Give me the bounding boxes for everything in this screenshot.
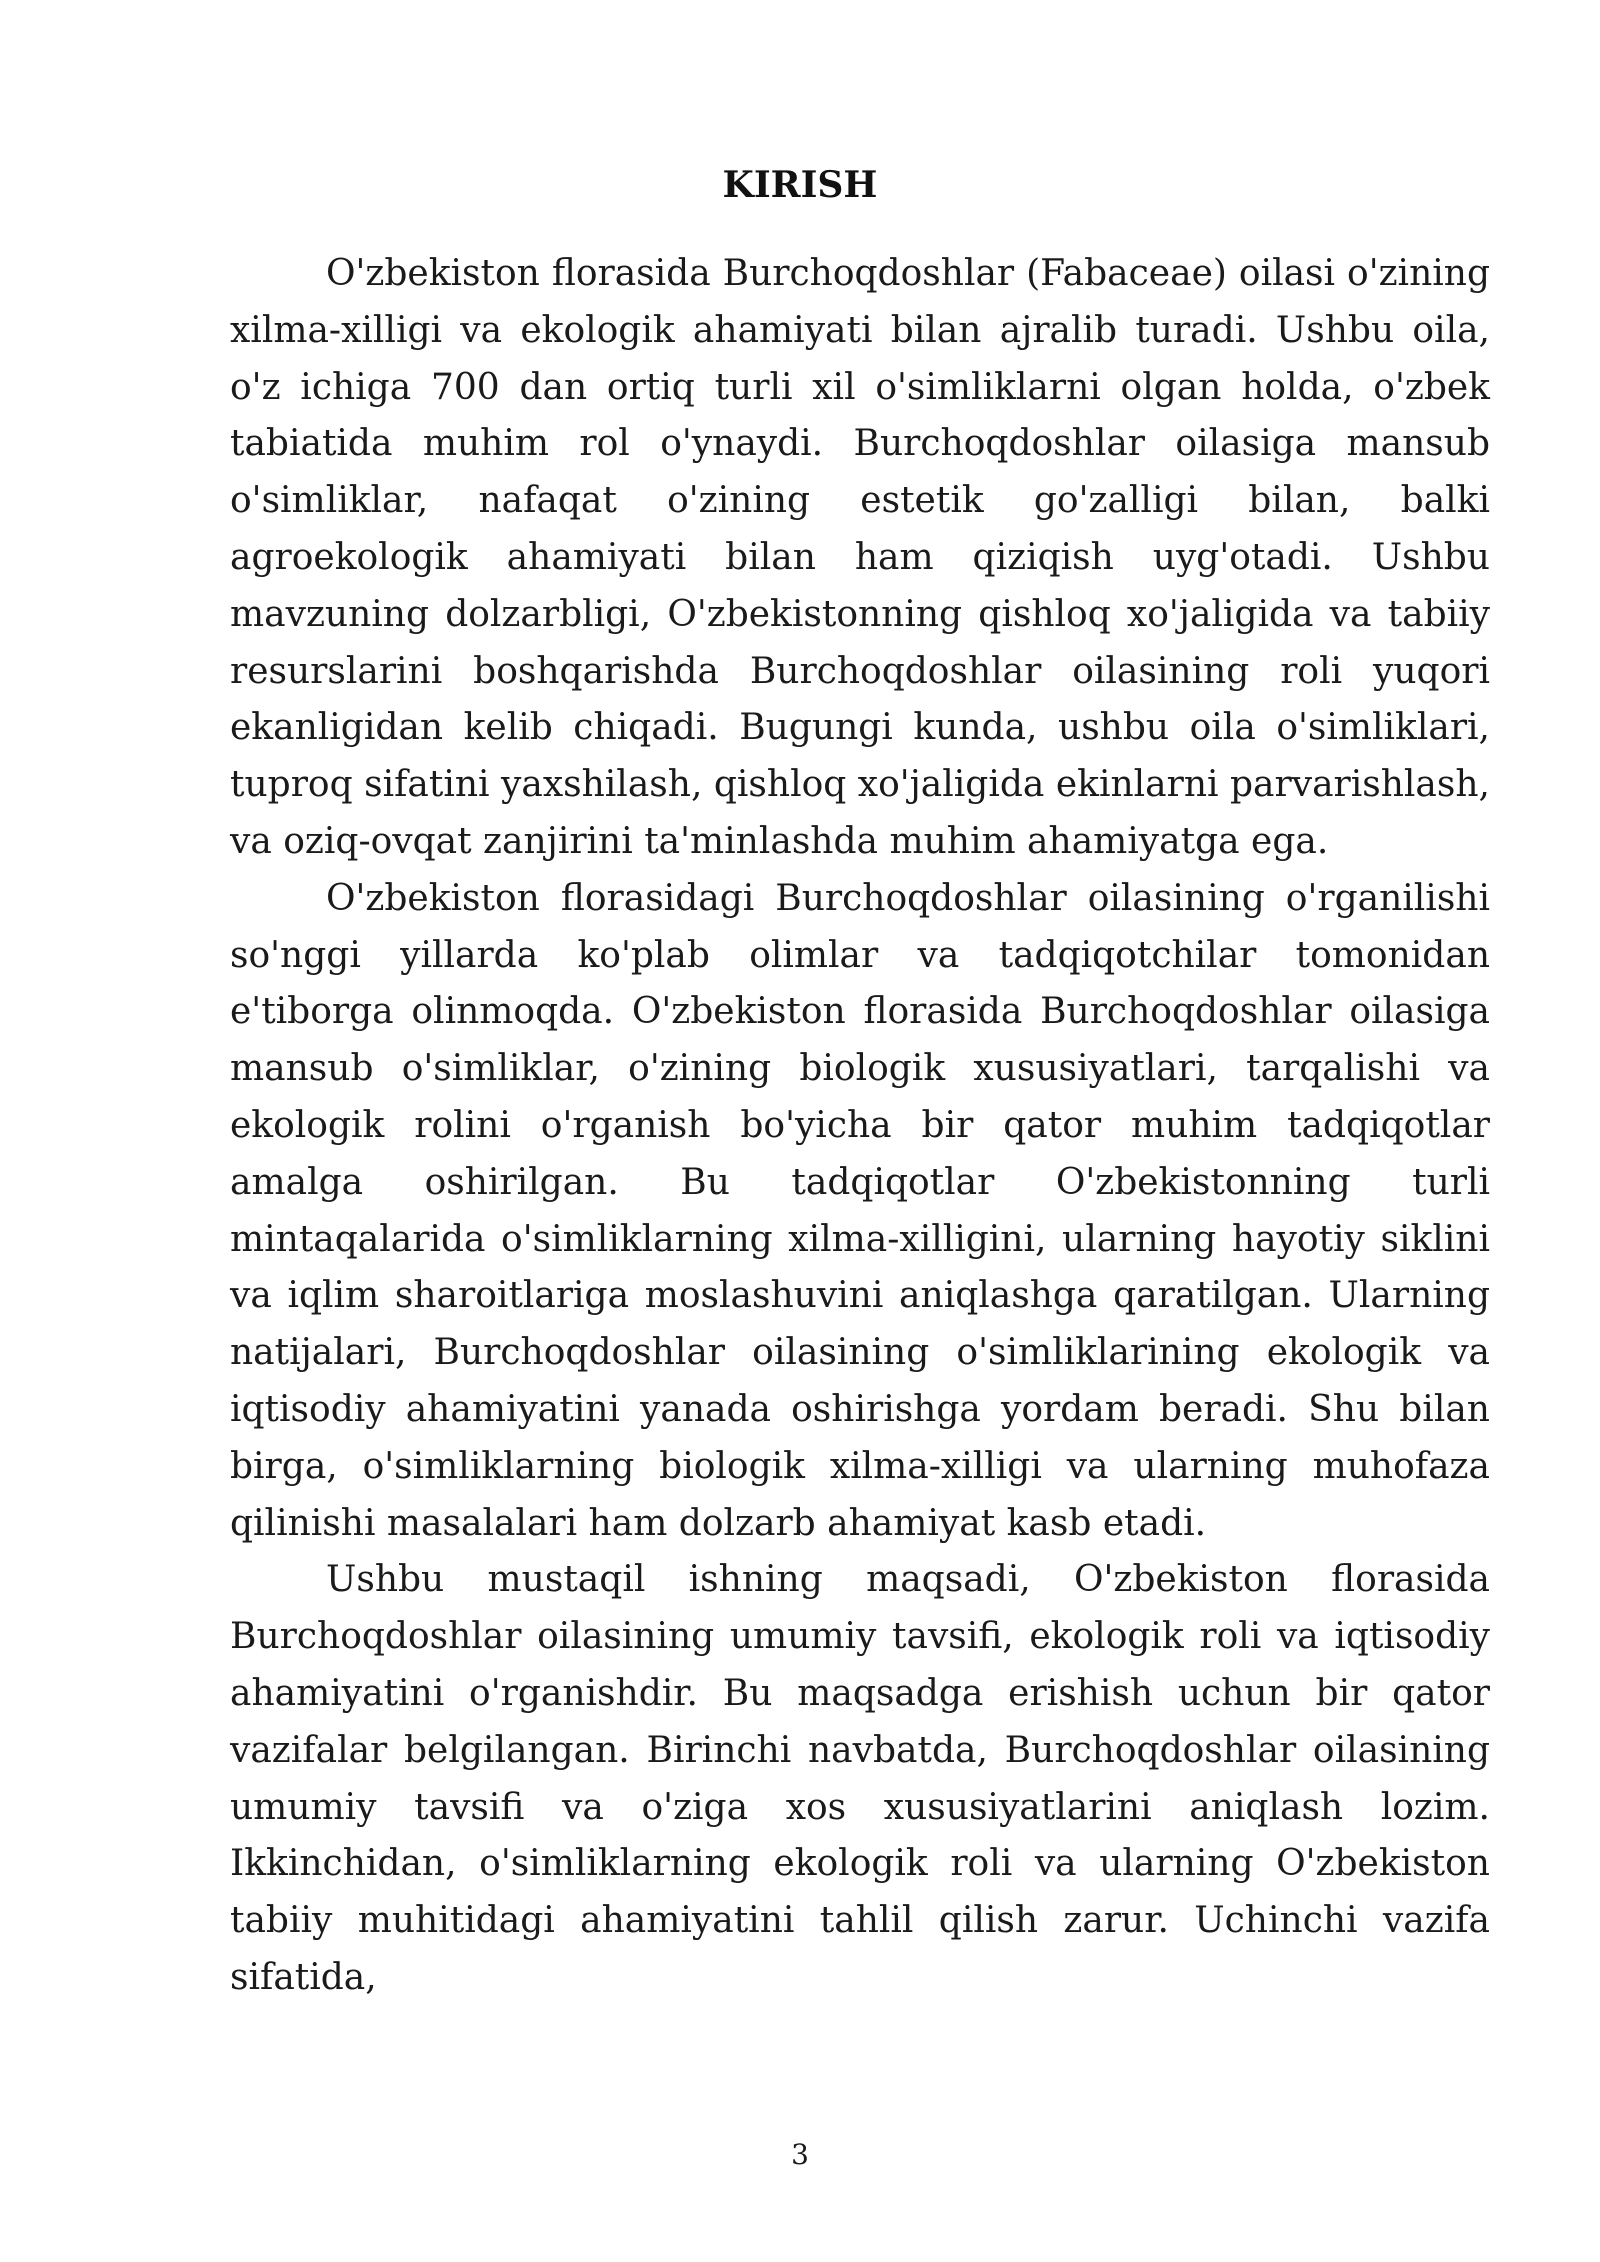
paragraph-3: Ushbu mustaqil ishning maqsadi, O'zbekiston florasida Burchoqdoshlar oilasining umumiy tavsifi, ekologik roli va iqtisodiy ahamiyatini o'rganishdir. Bu maqsadga erishish uchun bir qator vazifalar belgilangan. Birinchi navbatda, Burchoqdoshlar oilasining umumiy tavsifi va o'ziga xos xususiyatlarini aniqlash lozim. Ikkinchidan, o'simliklarning ekologik roli va ularning O'zbekiston tabiiy muhitidagi ahamiyatini tahlil qilish zarur. Uchinchi vazifa sifatida, — [230, 1559, 1490, 1998]
page-title: KIRISH — [722, 164, 878, 206]
body-text — [230, 246, 1490, 2007]
paragraph-2: O'zbekiston florasidagi Burchoqdoshlar oilasining o'rganilishi so'nggi yillarda ko'plab olimlar va tadqiqotchilar tomonidan e'tiborga olinmoqda. O'zbekiston florasida Burchoqdoshlar oilasiga mansub o'simliklar, o'zining biologik xususiyatlari, tarqalishi va ekologik rolini o'rganish bo'yicha bir qator muhim tadqiqotlar amalga oshirilgan. Bu tadqiqotlar O'zbekistonning turli mintaqalarida o'simliklarning xilma-xilligini, ularning hayotiy siklini va iqlim sharoitlariga moslashuvini aniqlashga qaratilgan. Ularning natijalari, Burchoqdoshlar oilasining o'simliklarining ekologik va iqtisodiy ahamiyatini yanada oshirishga yordam beradi. Shu bilan birga, o'simliklarning biologik xilma-xilligi va ularning muhofaza qilinishi masalalari ham dolzarb ahamiyat kasb etadi. — [230, 877, 1490, 1544]
page-number: 3 — [791, 2138, 809, 2171]
paragraph-1: O'zbekiston florasida Burchoqdoshlar (Fabaceae) oilasi o'zining xilma-xilligi va ekologik ahamiyati bilan ajralib turadi. Ushbu oila, o'z ichiga 700 dan ortiq turli xil o'simliklarni olgan holda, o'zbek tabiatida muhim rol o'ynaydi. Burchoqdoshlar oilasiga mansub o'simliklar, nafaqat o'zining estetik go'zalligi bilan, balki agroekologik ahamiyati bilan ham qiziqish uyg'otadi. Ushbu mavzuning dolzarbligi, O'zbekistonning qishloq xo'jaligida va tabiiy resurslarini boshqarishda Burchoqdoshlar oilasining roli yuqori ekanligidan kelib chiqadi. Bugungi kunda, ushbu oila o'simliklari, tuproq sifatini yaxshilash, qishloq xo'jaligida ekinlarni parvarishlash, va oziq-ovqat zanjirini ta'minlashda muhim ahamiyatga ega. — [230, 253, 1490, 862]
